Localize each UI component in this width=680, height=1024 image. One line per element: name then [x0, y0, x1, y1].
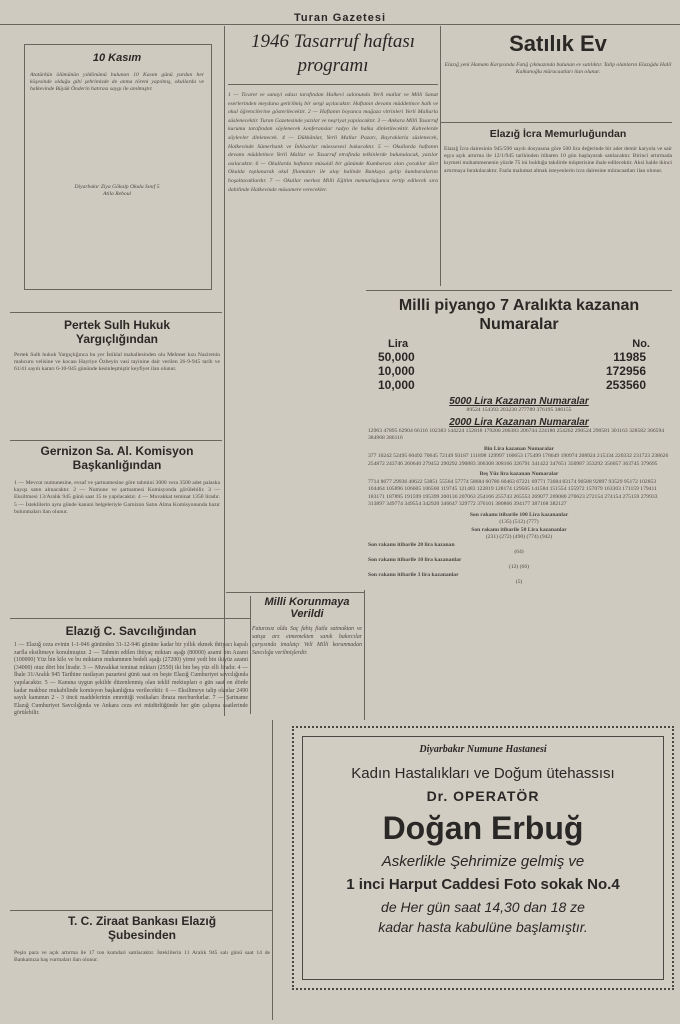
column-rule — [250, 596, 251, 714]
pertek-article — [14, 318, 220, 438]
prize-lira: 10,000 — [378, 378, 415, 392]
divider — [226, 592, 364, 593]
prize-no: 253560 — [605, 378, 646, 392]
divider — [228, 84, 438, 85]
ad-specialty: Kadın Hastalıkları ve Doğum ütehassısı — [351, 765, 615, 782]
no-header: No. — [632, 338, 650, 350]
masthead-title: Turan Gazetesi — [293, 12, 387, 24]
n5000: 89524 154393 203230 277789 376195 386155 — [466, 407, 572, 413]
n-50: (231) (272) (490) (774) (942) — [485, 534, 553, 540]
prize-row — [378, 350, 646, 364]
n-bin: 377 10242 52495 60492 70645 72149 93187 111898 129997 160653 175499 178649 190974 208924 215334 220332 231723 238626 254872 243746 260640 279452 290292 290883 306308 308166 326791 341422 347651 350987 353292 356057 363745 379695 — [368, 453, 669, 467]
h2000: 2000 Lira Kazanan Numaralar — [449, 416, 589, 428]
column-rule — [224, 26, 225, 716]
ziraat-body: Peşin para ve açık artırma ile 17 ton kumdari satılacaktır. İsteklilerin 11 Aralık 945 salı günü saat 14 de Bankamıza baş vurmaları ilan olunur. — [14, 950, 270, 964]
garnizon-article — [14, 444, 220, 614]
n-20: (64) — [514, 549, 524, 555]
column-rule — [440, 26, 441, 286]
tasarruf-title-1: 1946 Tasarruf haftası — [250, 31, 415, 52]
kasim-author: Atila Reboul — [102, 190, 132, 197]
savci-article — [14, 624, 248, 906]
garnizon-title-1: Gernizon Sa. Al. Komisyon — [40, 444, 194, 458]
h-3: Son rakamı itibarile 3 lira kazananlar — [368, 571, 459, 578]
ad-hours: de Her gün saat 14,30 dan 18 ze — [381, 899, 585, 915]
divider — [366, 290, 672, 291]
ad-line5: Askerlikle Şehrimize gelmiş ve — [381, 853, 585, 870]
savci-title: Elazığ C. Savcılığından — [65, 624, 197, 638]
satilik-article — [444, 30, 672, 120]
savci-body: 1 — Elazığ ceza evinin 1-1-946 gününden 31-12-946 gününe kadar bir yıllık ekmek ihtiyacı kapalı zarfla eksiltmeye konulmuştur. 2 — Tahmin edilen ihtiyaç miktarı aşağı (80000) azami bin Azami (100000) Yüz bin kilo ve bu miktarın muhammen bedeli aşağı (27200) yirmi yedi bin ikiyüz azami (34000) otuz dört bin liradır. 3 — Muvakkat teminat miktarı (2550) iki bin beş yüz elli liradır. 4 — İhale 31/Aralık 945 Tarihine rastlayan pazartesi günü saat on beşte Elazığ Cumhuriyet savcılığında yapılacaktır. 5 — Kanuna uygun şekilde düzenlenmiş olan teklif mektupları o gün saat on dörde kadar makbuz mukabilinde komisyon başkanlığına verilecektir. 6 — Eksiltmeye talip olanlar 2490 sayılı kanunun 2 - 3 üncü maddelerinin emrettiği vesikaları ibraza mecburdurlar. 7 — Şartname Elazığ Cumhuriyet Savcılığında ve Ankara ceza evi müdürlüğünde her gün çalışma saatlerinde görülebilir. — [14, 642, 248, 717]
ziraat-title-1: T. C. Ziraat Bankası Elazığ — [67, 914, 217, 928]
divider — [10, 312, 222, 313]
ad-doctor-name: Doğan Erbuğ — [382, 810, 584, 846]
kasim-article — [30, 52, 204, 284]
column-rule — [364, 590, 365, 720]
korunmaga-body: Faturasız oldu Saç fahiş fiatla satmaktan ve satışa arz etmemekten sanık bakırcılar çarşısında imalatçı Veli Milli korunmadan Savcılığa verilmişlerdir. — [252, 626, 362, 656]
prize-no: 172956 — [605, 364, 646, 378]
column-rule — [272, 720, 273, 1020]
garnizon-title-2: Başkanlığından — [72, 458, 162, 472]
divider — [10, 618, 250, 619]
kasim-signature: Diyarbakır Ziya Gökalp Okulu Sınıf 5 — [74, 183, 160, 190]
ad-line8: kadar hasta kabulüne başlamıştır. — [378, 919, 588, 935]
h5000: 5000 Lira Kazanan Numaralar — [449, 396, 589, 407]
kasim-body: Atatürkün ölümünün yıldönümü bulunan 10 Kasım günü yurdun her köşesinde olduğu gibi şehrimizde de anma töreni yapılmış, okullarda ve halkevinde Büyük Önderin hatırası saygı ile anılmıştır. — [30, 72, 204, 93]
pertek-title-2: Yargıçlığından — [75, 332, 159, 346]
piyango-title-2: Numaralar — [479, 316, 559, 333]
prize-header — [388, 338, 650, 350]
n-500: 7714 8677 29936 40622 53851 55564 57774 58684 60786 60463 67221 69771 73684 83174 90588 92897 93529 95172 102853 104464 105896 106605 106560 119745 121483 122819 128174 129505 141584 151554 155972 157079 163303 171159 179411 183171 187895 191599 195399 200136 207063 254166 255743 265553 269077 269080 270623 272154 274154 275159 279933 313897 349774 349554 342920 346647 329772 376101 380866 394177 387168 382127 — [368, 478, 658, 507]
icra-body: Elazığ İcra dairesinin 945/596 sayılı dosyasına göre 500 lira değerinde bir adet demir karyola ve sair eşya açık artırma ile 12/1/945 tarihinden itibaren 10 gün başlayarak satılacaktır. Birinci artırmada kıymeti muhammenenin yüzde 75 ini bulduğu takdirde müşterisine ihale edilecektir. Aksi halde ikinci artırmaya bırakılacaktır. Fazla malumat almak isteyenlerin icra dairesine müracaatları ilan olunur. — [444, 146, 672, 174]
ziraat-title-2: Şubesinden — [107, 928, 176, 942]
tasarruf-body: 1 — Ticaret ve sanayi odası tarafından Halkevi salonunda Yerli mallar ve Milli Sanat eserlerinden meydana getirilmiş bir sergi açılacaktır. Haftanın devamı müddetince halk ve okul öğrencilerine gösterilecektir. 2 — Haftanın boyunca mağaza vitrinleri Yerli Mallarla süslenecektir. Turan Gazetesinde yazılar ve neşriyat yapılacaktır. 3 — Ankara Milli Tasarruf kurumu tarafından söylenecek konferanslar radyo ile halka dinletilecektir. Kahvelerde söylevler dinlenecek. 4 — Dükkânlar, Yerli Mallar Pazarı, Bayraklarla süslenecek, Halkevinde Sümerbank ve İnhisarlar müessesesi bakacaktır. 5 — Okullarda haftanın devamı müddetince Yerli Mallar ve Tasarruf etrafında telkinlerde bulunulacak, yazılar asılacaktır. 6 — Okullarda haftanın müsaidi bir gününde Kumbarası olan çocuklar dört Okulda toplanarak okul filamaları ile alay halinde Bankaya gelip kumbaralarını boşaltacaklardır. 7 — Okullar merkez Milli Eğitim memurluğunca tertip edilecek sıra dahilinde Halkevinde müsamere verecekler. — [228, 92, 438, 193]
icra-title: Elazığ İcra Memurluğundan — [489, 128, 627, 140]
h-10: Son rakamı itibarile 10 lira kazananlar — [368, 556, 462, 563]
icra-article — [444, 128, 672, 288]
pertek-body: Pertek Sulh hukuk Yargıçlığınca bu yer İstiklal mahallesinden olu Mehmet kızı Nazirenin mahcuru velisine ve kocası Hayriye Özbeyin vasi tayinine dair verilen 26-9-945 tarih ve 61/41 sayılı kararı 6-10-945 gününde kesinleşmiştir keyfiyet ilan olunur. — [14, 352, 220, 373]
prize-row — [378, 364, 646, 378]
n-100: (135) (512) (777) — [499, 519, 539, 525]
piyango-title-1: Milli piyango 7 Aralıkta kazanan — [398, 297, 640, 314]
prize-lira: 50,000 — [378, 350, 415, 364]
satilik-title: Satılık Ev — [509, 31, 607, 56]
tasarruf-title-2: programı — [297, 55, 369, 76]
divider — [440, 122, 672, 123]
n2000: 12963 47895 62904 66116 102383 144224 152818 179200 206383 206744 224180 254262 290524 290581 301163 328582 366594 384968 386116 — [368, 427, 665, 441]
garnizon-body: 1 — Mevcut numunesine, evsaf ve şartnamesine göre tahmini 3000 vera 3500 adet palaska kayışı satın alınacaktır. 2 — Numune ve şartnamesi Komisyonda görülebilir. 3 — Eksiltmesi 13/Aralık 945 günü saat 15 te yapılacaktır. 4 — Muvakkat teminat 1350 liradır. 5 — İsteklilerin aynı günde kanuni belgeleriyle Garnizon Satın Alma Komisyonunda hazır bulunmaları ilan olunur. — [14, 480, 220, 515]
satilik-body: Elazığ yeni Hamam Karşısında Fatığ çıkmazında bulunan ev satılıktır. Talip olanların Elazığda Halil Kalkanoğlu müracaatları ilan olunur. — [444, 62, 672, 76]
ad-address: 1 inci Harput Caddesi Foto sokak No.4 — [346, 876, 620, 893]
korunmaga-article — [252, 596, 362, 716]
doctor-advertisement — [292, 726, 674, 990]
h-20: Son rakamı itibarile 20 lira kazanan — [368, 541, 455, 548]
prize-no: 11985 — [613, 350, 646, 364]
n-10: (12) (66) — [508, 564, 530, 570]
h-100: Son rakamı itibarile 100 Lira kazananlar — [469, 511, 569, 518]
prize-row — [378, 378, 646, 392]
ad-title: Dr. OPERATÖR — [426, 788, 540, 804]
prize-lira: 10,000 — [378, 364, 415, 378]
ziraat-article — [14, 914, 270, 1022]
h-500: Beş Yüz lira kazanan Numaralar — [479, 471, 559, 477]
ad-content — [294, 744, 672, 935]
divider — [10, 440, 222, 441]
piyango-article — [368, 296, 670, 720]
h-bin: Bin Lira kazanan Numaralar — [483, 445, 555, 452]
pertek-title-1: Pertek Sulh Hukuk — [63, 318, 171, 332]
korunmaga-title: Milli Korunmaya Verildi — [264, 596, 350, 620]
masthead — [0, 0, 680, 25]
divider — [10, 910, 272, 911]
lira-header: Lira — [388, 338, 409, 350]
n-3: (5) — [515, 579, 523, 585]
ad-hospital: Diyarbakır Numune Hastanesi — [419, 744, 547, 755]
h-50: Son rakamı itibarile 50 Lira kazananlar — [471, 526, 567, 533]
kasim-title: 10 Kasım — [92, 52, 142, 64]
